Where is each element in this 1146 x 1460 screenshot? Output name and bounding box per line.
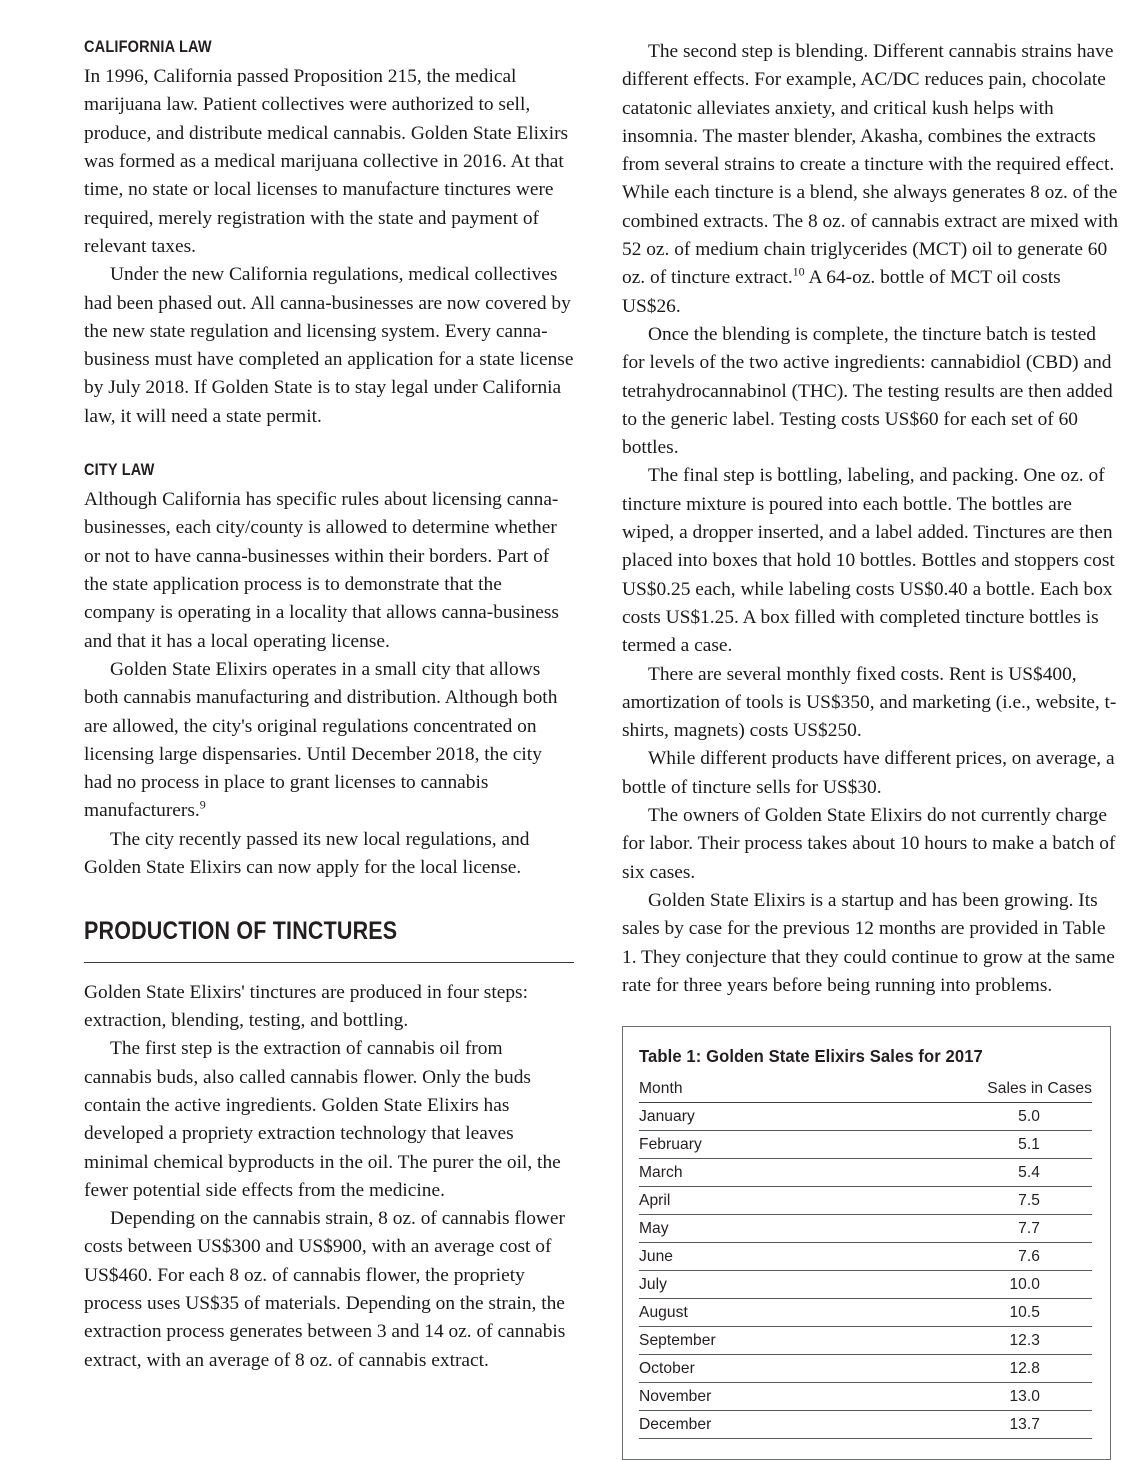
paragraph-production-1: Golden State Elixirs' tinctures are produced in four steps: extraction, blending, testing, and bottling. xyxy=(84,981,528,1032)
cell-month: December xyxy=(639,1411,831,1439)
table-row xyxy=(639,1383,1092,1411)
cell-sales: 13.0 xyxy=(831,1383,1092,1411)
cell-month: April xyxy=(639,1187,831,1215)
cell-sales: 7.6 xyxy=(831,1243,1092,1271)
cell-sales: 10.0 xyxy=(831,1271,1092,1299)
cell-sales: 5.0 xyxy=(831,1103,1092,1131)
paragraph-production-3: Depending on the cannabis strain, 8 oz. of cannabis flower costs between US$300 and US$900, with an average cost of US$460. For each 8 oz. of cannabis flower, the propriety process uses US$35 of materials. Depending on the strain, the extraction process generates between 3 and 14 oz. of cannabis extract, with an average of 8 oz. of cannabis extract. xyxy=(84,1208,566,1371)
cell-sales: 7.5 xyxy=(831,1187,1092,1215)
table-row xyxy=(639,1103,1092,1131)
paragraph-blending-text-b: A 64-oz. bottle of MCT oil costs US$26. xyxy=(622,267,1061,317)
paragraph-city-1: Although California has specific rules about licensing canna-businesses, each city/county is allowed to determine whether or not to have canna-businesses within their borders. Part of the state application process is to demonstrate that the company is operating in a locality that allows canna-business and that it has a local operating license. xyxy=(84,489,559,652)
paragraph-sales-growth: Golden State Elixirs is a startup and has been growing. Its sales by case for the previous 12 months are provided in Table 1. They conjecture that they could continue to grow at the same rate for three years before being running into problems. xyxy=(622,889,1115,996)
heading-city-law: CITY LAW xyxy=(84,461,155,479)
table-body xyxy=(639,1103,1092,1439)
column-header-month: Month xyxy=(639,1080,831,1103)
table-row xyxy=(639,1355,1092,1383)
paragraph-city-2 xyxy=(84,656,574,826)
table-row xyxy=(639,1327,1092,1355)
table-header xyxy=(639,1080,1092,1103)
heading-california-law: CALIFORNIA LAW xyxy=(84,38,212,56)
paragraph-fixed-costs: There are several monthly fixed costs. Rent is US$400, amortization of tools is US$350, and marketing (i.e., website, t-shirts, magnets) costs US$250. xyxy=(622,663,1117,742)
left-text-column xyxy=(84,38,574,1436)
table-row xyxy=(639,1159,1092,1187)
paragraph-testing: Once the blending is complete, the tincture batch is tested for levels of the two active ingredients: cannabidiol (CBD) and tetrahydrocannabinol (THC). The testing results are then added to the generic label. Testing costs US$60 for each set of 60 bottles. xyxy=(622,323,1113,459)
cell-month: August xyxy=(639,1299,831,1327)
cell-sales: 7.7 xyxy=(831,1215,1092,1243)
table-row xyxy=(639,1271,1092,1299)
table-row xyxy=(639,1411,1092,1439)
paragraph-city-3: The city recently passed its new local regulations, and Golden State Elixirs can now apply for the local license. xyxy=(84,828,530,878)
cell-month: June xyxy=(639,1243,831,1271)
table-row xyxy=(639,1243,1092,1271)
cell-sales: 12.3 xyxy=(831,1327,1092,1355)
table-row xyxy=(639,1299,1092,1327)
cell-month: March xyxy=(639,1159,831,1187)
table-title: Table 1: Golden State Elixirs Sales for 2017 xyxy=(639,1046,983,1067)
cell-sales: 5.4 xyxy=(831,1159,1092,1187)
sales-table-card xyxy=(622,1026,1111,1460)
cell-month: July xyxy=(639,1271,831,1299)
cell-month: September xyxy=(639,1327,831,1355)
paragraph-blending-text-a: The second step is blending. Different cannabis strains have different effects. For example, AC/DC reduces pain, chocolate catatonic alleviates anxiety, and critical kush helps with insomnia. The master blender, Akasha, combines the extracts from several strains to create a tincture with the required effect. While each tincture is a blend, she always generates 8 oz. of the combined extracts. The 8 oz. of cannabis extract are mixed with 52 oz. of medium chain triglycerides (MCT) oil to generate 60 oz. of tincture extract. xyxy=(622,41,1119,289)
paragraph-labor: The owners of Golden State Elixirs do not currently charge for labor. Their process takes about 10 hours to make a batch of six cases. xyxy=(622,805,1116,883)
sales-table xyxy=(639,1080,1092,1439)
cell-month: October xyxy=(639,1355,831,1383)
cell-sales: 13.7 xyxy=(831,1411,1092,1439)
cell-sales: 12.8 xyxy=(831,1355,1092,1383)
cell-month: February xyxy=(639,1131,831,1159)
heading-production-of-tinctures: PRODUCTION OF TINCTURES xyxy=(84,917,398,946)
table-header-row xyxy=(639,1080,1092,1103)
right-text-column xyxy=(622,38,1119,1436)
cell-month: January xyxy=(639,1103,831,1131)
paragraph-blending xyxy=(622,38,1119,321)
paragraph-california-2: Under the new California regulations, medical collectives had been phased out. All canna-businesses are now covered by the new state regulation and licensing system. Every canna-business must have completed an application for a state license by July 2018. If Golden State is to stay legal under California law, it will need a state permit. xyxy=(84,264,574,427)
table-row xyxy=(639,1131,1092,1159)
paragraph-california-1: In 1996, California passed Proposition 215, the medical marijuana law. Patient collectives were authorized to sell, produce, and distribute medical cannabis. Golden State Elixirs was formed as a medical marijuana collective in 2016. At that time, no state or local licenses to manufacture tinctures were required, merely registration with the state and payment of relevant taxes. xyxy=(84,66,569,257)
heading-divider-rule xyxy=(84,962,574,963)
table-row xyxy=(639,1187,1092,1215)
paragraph-pricing: While different products have different prices, on average, a bottle of tincture sells for US$30. xyxy=(622,748,1115,798)
footnote-marker-9: 9 xyxy=(199,797,206,812)
cell-month: November xyxy=(639,1383,831,1411)
cell-sales: 5.1 xyxy=(831,1131,1092,1159)
paragraph-production-2: The first step is the extraction of cannabis oil from cannabis buds, also called cannabis flower. Only the buds contain the active ingredients. Golden State Elixirs has developed a propriety extraction technology that leaves minimal chemical byproducts in the oil. The purer the oil, the fewer potential side effects from the medicine. xyxy=(84,1038,561,1201)
paragraph-bottling: The final step is bottling, labeling, and packing. One oz. of tincture mixture is poured into each bottle. The bottles are wiped, a dropper inserted, and a label added. Tinctures are then placed into boxes that hold 10 bottles. Bottles and stoppers cost US$0.25 each, while labeling costs US$0.40 a bottle. Each box costs US$1.25. A box filled with completed tincture bottles is termed a case. xyxy=(622,465,1115,657)
table-row xyxy=(639,1215,1092,1243)
column-header-sales-in-cases: Sales in Cases xyxy=(831,1080,1092,1103)
cell-month: May xyxy=(639,1215,831,1243)
footnote-marker-10: 10 xyxy=(792,264,805,279)
cell-sales: 10.5 xyxy=(831,1299,1092,1327)
paragraph-city-2-text: Golden State Elixirs operates in a small city that allows both cannabis manufacturing and distribution. Although both are allowed, the city's original regulations concentrated on licensing large dispensaries. Until December 2018, the city had no process in place to grant licenses to cannabis manufacturers. xyxy=(84,658,558,822)
